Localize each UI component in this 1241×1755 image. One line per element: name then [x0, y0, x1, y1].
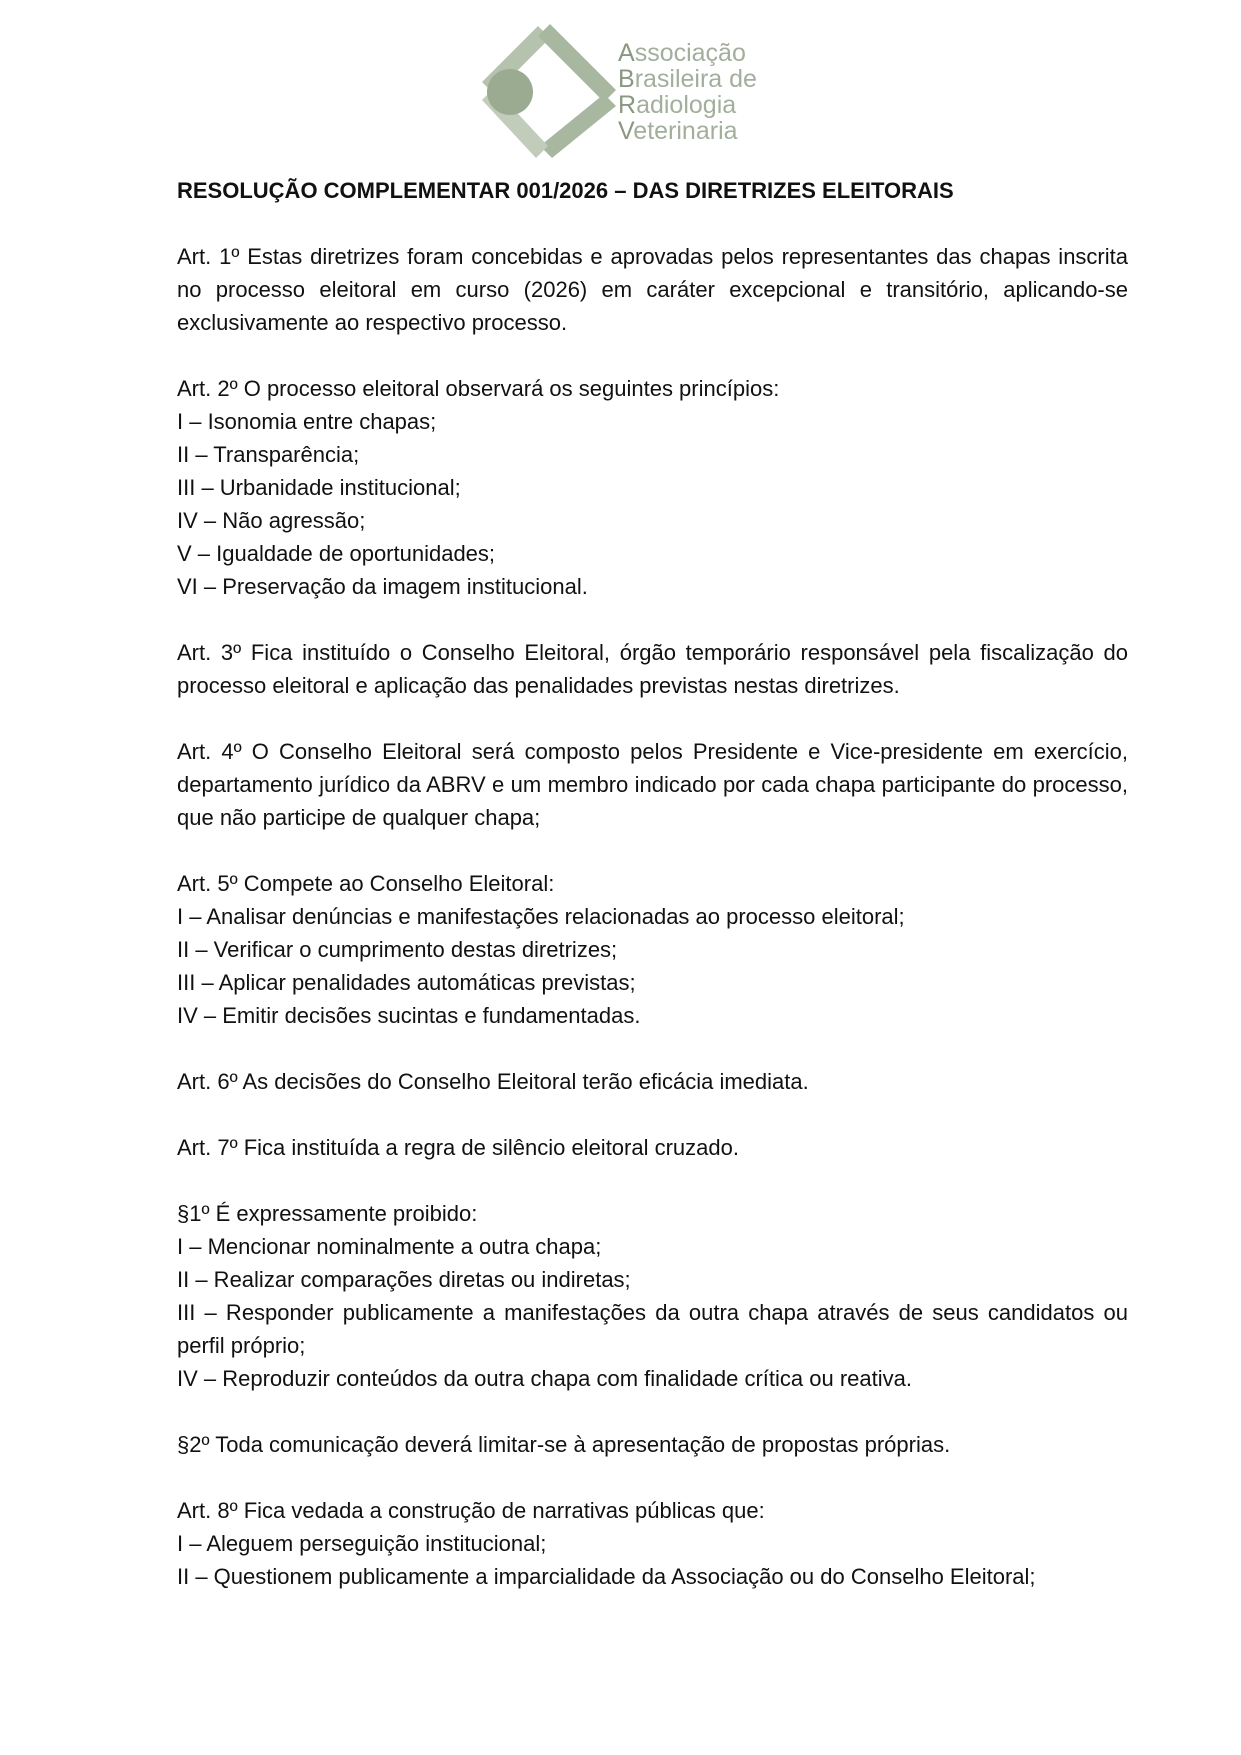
article-1: Art. 1º Estas diretrizes foram concebidas e aprovadas pelos representantes das chapas inscrita no processo eleitoral em curso (2026) em caráter excepcional e transitório, aplicando-se exclusivamente ao respectivo processo.: [177, 244, 1128, 335]
list-item: I – Mencionar nominalmente a outra chapa;: [177, 1234, 602, 1259]
list-item: III – Aplicar penalidades automáticas previstas;: [177, 970, 636, 995]
paragraph-1-head: §1º É expressamente proibido:: [177, 1201, 478, 1226]
list-item: II – Realizar comparações diretas ou indiretas;: [177, 1267, 631, 1292]
list-item: III – Responder publicamente a manifestações da outra chapa através de seus candidatos ou perfil próprio;: [177, 1300, 1128, 1358]
list-item: II – Verificar o cumprimento destas diretrizes;: [177, 937, 618, 962]
list-item: II – Questionem publicamente a imparcialidade da Associação ou do Conselho Eleitoral;: [177, 1564, 1036, 1589]
article-3: Art. 3º Fica instituído o Conselho Eleitoral, órgão temporário responsável pela fiscalização do processo eleitoral e aplicação das penalidades previstas nestas diretrizes.: [177, 640, 1128, 698]
list-item: V – Igualdade de oportunidades;: [177, 541, 496, 566]
diamond-logo-icon: [468, 24, 618, 159]
paragraph-2: §2º Toda comunicação deverá limitar-se à apresentação de propostas próprias.: [177, 1432, 951, 1457]
article-4: Art. 4º O Conselho Eleitoral será composto pelos Presidente e Vice-presidente em exercício, departamento jurídico da ABRV e um membro indicado por cada chapa participante do processo, que não participe de qualquer chapa;: [177, 739, 1128, 830]
article-6: Art. 6º As decisões do Conselho Eleitoral terão eficácia imediata.: [177, 1069, 809, 1094]
article-8-head: Art. 8º Fica vedada a construção de narrativas públicas que:: [177, 1498, 765, 1523]
document-title: RESOLUÇÃO COMPLEMENTAR 001/2026 – DAS DIRETRIZES ELEITORAIS: [177, 178, 954, 203]
article-8: [177, 1494, 1128, 1593]
article-5-head: Art. 5º Compete ao Conselho Eleitoral:: [177, 871, 555, 896]
list-item: III – Urbanidade institucional;: [177, 475, 461, 500]
list-item: I – Aleguem perseguição institucional;: [177, 1531, 547, 1556]
article-5: [177, 867, 1128, 1032]
list-item: I – Analisar denúncias e manifestações relacionadas ao processo eleitoral;: [177, 904, 905, 929]
list-item: IV – Não agressão;: [177, 508, 366, 533]
logo-wordmark: Associação Brasileira de Radiologia Veterinaria: [618, 39, 757, 145]
article-2: [177, 372, 1128, 603]
list-item: IV – Emitir decisões sucintas e fundamentadas.: [177, 1003, 641, 1028]
list-item: VI – Preservação da imagem institucional.: [177, 574, 588, 599]
article-2-head: Art. 2º O processo eleitoral observará os seguintes princípios:: [177, 376, 780, 401]
abrv-logo: [468, 24, 788, 159]
list-item: IV – Reproduzir conteúdos da outra chapa com finalidade crítica ou reativa.: [177, 1366, 912, 1391]
paragraph-1: [177, 1197, 1128, 1395]
article-7: Art. 7º Fica instituída a regra de silêncio eleitoral cruzado.: [177, 1135, 739, 1160]
document-body: [177, 174, 1128, 1626]
list-item: II – Transparência;: [177, 442, 360, 467]
list-item: I – Isonomia entre chapas;: [177, 409, 437, 434]
